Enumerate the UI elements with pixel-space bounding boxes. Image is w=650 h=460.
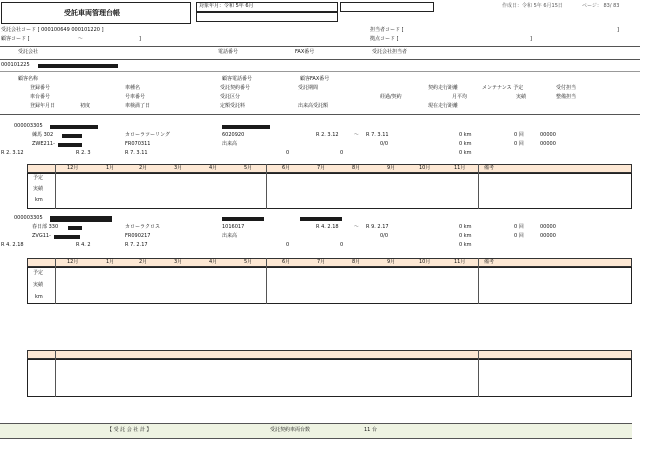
period-label: 対象年月：令和 5年 6月 xyxy=(199,3,254,9)
month-grid xyxy=(27,173,632,209)
elapsed: 0/0 xyxy=(380,141,389,147)
month-cell: 12月 xyxy=(67,259,79,265)
month-cell: 4月 xyxy=(209,259,218,265)
month-cell: 3月 xyxy=(174,259,183,265)
staff-code: 担当者コード [ xyxy=(370,27,404,33)
row-label-actual: 実績 xyxy=(33,282,44,288)
redacted-chassis xyxy=(54,235,80,239)
month-cell: 7月 xyxy=(317,165,326,171)
month-cell: 11月 xyxy=(454,259,466,265)
monthly-avg: 0 km xyxy=(459,141,472,147)
grid-divider xyxy=(478,350,479,397)
row-label-actual: 実績 xyxy=(33,186,44,192)
row-label-plan: 予定 xyxy=(33,270,44,276)
col-fixed-fee: 定額受託料 xyxy=(220,103,246,109)
empty-month-grid xyxy=(27,359,632,397)
kubun: 出来高 xyxy=(222,141,238,147)
redacted-customer xyxy=(50,125,98,129)
memo-label: 備考 xyxy=(484,259,495,265)
month-cell: 10月 xyxy=(419,165,431,171)
col-reception: 受付担当 xyxy=(556,85,577,91)
month-header-row xyxy=(27,258,632,267)
grid-divider xyxy=(55,350,56,397)
fixed-fee: 0 xyxy=(286,150,290,156)
col-variable-fee: 出来高受託額 xyxy=(298,103,329,109)
col-period: 受託期間 xyxy=(298,85,319,91)
contract-km: 0 km xyxy=(459,224,472,230)
period-to: R 9. 2.17 xyxy=(366,224,389,230)
period-box-2 xyxy=(196,12,338,22)
month-cell: 1月 xyxy=(106,259,115,265)
record-code: 000003305 xyxy=(14,123,43,129)
car-model: カローラクロス xyxy=(125,224,161,230)
base-code: 拠点コード [ xyxy=(370,36,399,42)
col-gousha: 号車番号 xyxy=(125,94,146,100)
footer-count-value: 11 台 xyxy=(364,427,377,433)
month-grid xyxy=(27,267,632,304)
period-box-3 xyxy=(340,2,434,12)
gousha: FR090217 xyxy=(125,233,151,239)
customer-code-tilde: ～ xyxy=(78,36,84,42)
plate: 春日部 330 xyxy=(32,224,59,230)
page-title: 受託車両管理台帳 xyxy=(64,9,120,17)
fixed-fee: 0 xyxy=(286,242,290,248)
col-chassis: 車台番号 xyxy=(30,94,51,100)
maint-actual: 0 回 xyxy=(514,141,524,147)
first-reg: R 4. 2 xyxy=(76,242,91,248)
month-header-row xyxy=(27,164,632,173)
period-from: R 4. 2.18 xyxy=(316,224,339,230)
inspection: R 7. 3.11 xyxy=(125,150,148,156)
chassis: ZVG11- xyxy=(32,233,51,239)
car-model: カローラツーリング xyxy=(125,132,170,138)
redacted-customer xyxy=(50,216,112,222)
month-cell: 6月 xyxy=(282,165,291,171)
base-code-end: ] xyxy=(530,36,532,42)
month-cell: 9月 xyxy=(387,165,396,171)
first-reg: R 2. 3 xyxy=(76,150,91,156)
row-label-km: km xyxy=(35,294,43,300)
col-elapsed: 経過/契約 xyxy=(380,94,402,100)
record-code: 000003305 xyxy=(14,215,43,221)
grid-divider xyxy=(266,164,267,209)
monthly-avg: 0 km xyxy=(459,233,472,239)
month-cell: 5月 xyxy=(244,165,253,171)
divider xyxy=(0,46,640,47)
contract-no: 1016017 xyxy=(222,224,245,230)
company-col-phone: 電話番号 xyxy=(218,49,239,55)
footer-count-label: 受託契約車両台数 xyxy=(270,427,311,433)
month-cell: 11月 xyxy=(454,165,466,171)
grid-divider xyxy=(478,164,479,209)
gousha: FR070311 xyxy=(125,141,151,147)
current-km: 0 km xyxy=(459,150,472,156)
month-cell: 2月 xyxy=(139,165,148,171)
maint-plan: 0 回 xyxy=(514,224,524,230)
redacted-company-name xyxy=(38,64,118,68)
footer-label: 【 受 託 会 社 計 】 xyxy=(107,427,152,433)
customer-code-label: 顧客コード [ xyxy=(1,36,30,42)
reg-date: R 2. 3.12 xyxy=(1,150,24,156)
period-tilde: ～ xyxy=(354,224,360,230)
redacted-plate xyxy=(62,134,82,138)
variable-fee: 0 xyxy=(340,150,344,156)
col-contract-no: 受託契約番号 xyxy=(220,85,251,91)
month-cell: 4月 xyxy=(209,165,218,171)
redacted-customer-tel xyxy=(222,125,270,129)
grid-divider xyxy=(55,164,56,209)
row-label-plan: 予定 xyxy=(33,175,44,181)
kubun: 出来高 xyxy=(222,233,238,239)
col-actual: 実績 xyxy=(516,94,527,100)
col-current-km: 現在走行距離 xyxy=(428,103,459,109)
month-cell: 9月 xyxy=(387,259,396,265)
reg-date: R 4. 2.18 xyxy=(1,242,24,248)
month-cell: 10月 xyxy=(419,259,431,265)
col-contract-km: 契約走行距離 xyxy=(428,85,459,91)
month-cell: 6月 xyxy=(282,259,291,265)
reception-staff: 00000 xyxy=(540,132,556,138)
col-kubun: 受託区分 xyxy=(220,94,241,100)
col-customer-fax: 顧客FAX番号 xyxy=(300,76,330,82)
month-cell: 2月 xyxy=(139,259,148,265)
maint-actual: 0 回 xyxy=(514,233,524,239)
elapsed: 0/0 xyxy=(380,233,389,239)
col-maint-plan: メンテナンス 予定 xyxy=(482,85,524,91)
col-car-model: 車種名 xyxy=(125,85,141,91)
col-reg-date: 登録年月日 xyxy=(30,103,56,109)
month-cell: 8月 xyxy=(352,259,361,265)
customer-code-end: ] xyxy=(139,36,141,42)
divider xyxy=(0,114,640,115)
col-mechanic: 整備担当 xyxy=(556,94,577,100)
month-cell: 5月 xyxy=(244,259,253,265)
period-tilde: ～ xyxy=(354,132,360,138)
staff-code-end: ] xyxy=(617,27,619,33)
mechanic-staff: 00000 xyxy=(540,141,556,147)
chassis: ZWE211- xyxy=(32,141,55,147)
col-first-reg: 初度 xyxy=(80,103,91,109)
contractor-code: 受託会社コード [ 000100649 000101220 ] xyxy=(1,27,104,33)
redacted-customer-tel xyxy=(222,217,264,221)
month-cell: 7月 xyxy=(317,259,326,265)
memo-label: 備考 xyxy=(484,165,495,171)
company-code: 000101225 xyxy=(1,62,30,68)
grid-divider xyxy=(55,258,56,304)
redacted-plate xyxy=(68,226,82,230)
empty-month-header-row xyxy=(27,350,632,359)
inspection: R 7. 2.17 xyxy=(125,242,148,248)
redacted-chassis xyxy=(58,143,82,147)
month-cell: 1月 xyxy=(106,165,115,171)
col-monthly-avg: 月平均 xyxy=(452,94,468,100)
reception-staff: 00000 xyxy=(540,224,556,230)
row-label-km: km xyxy=(35,197,43,203)
col-customer-name: 顧客名称 xyxy=(18,76,39,82)
company-col-fax: FAX番号 xyxy=(295,49,315,55)
period-to: R 7. 3.11 xyxy=(366,132,389,138)
divider xyxy=(0,71,640,72)
page-number: ページ： 83/ 83 xyxy=(582,3,620,9)
current-km: 0 km xyxy=(459,242,472,248)
divider xyxy=(0,59,640,60)
maint-plan: 0 回 xyxy=(514,132,524,138)
company-col-staff: 受託会社担当者 xyxy=(372,49,408,55)
contract-no: 6020920 xyxy=(222,132,245,138)
footer-summary xyxy=(0,423,632,439)
month-cell: 8月 xyxy=(352,165,361,171)
redacted-customer-fax xyxy=(300,217,342,221)
grid-divider xyxy=(266,258,267,304)
col-customer-tel: 顧客電話番号 xyxy=(222,76,253,82)
contract-km: 0 km xyxy=(459,132,472,138)
month-cell: 3月 xyxy=(174,165,183,171)
mechanic-staff: 00000 xyxy=(540,233,556,239)
col-inspection: 車検満了日 xyxy=(125,103,151,109)
grid-divider xyxy=(478,258,479,304)
plate: 練馬 302 xyxy=(32,132,54,138)
period-from: R 2. 3.12 xyxy=(316,132,339,138)
created-date: 作成日：令和 5年 6月15日 xyxy=(502,3,563,9)
col-reg-no: 登録番号 xyxy=(30,85,51,91)
company-col-name: 受託会社 xyxy=(18,49,39,55)
month-cell: 12月 xyxy=(67,165,79,171)
variable-fee: 0 xyxy=(340,242,344,248)
